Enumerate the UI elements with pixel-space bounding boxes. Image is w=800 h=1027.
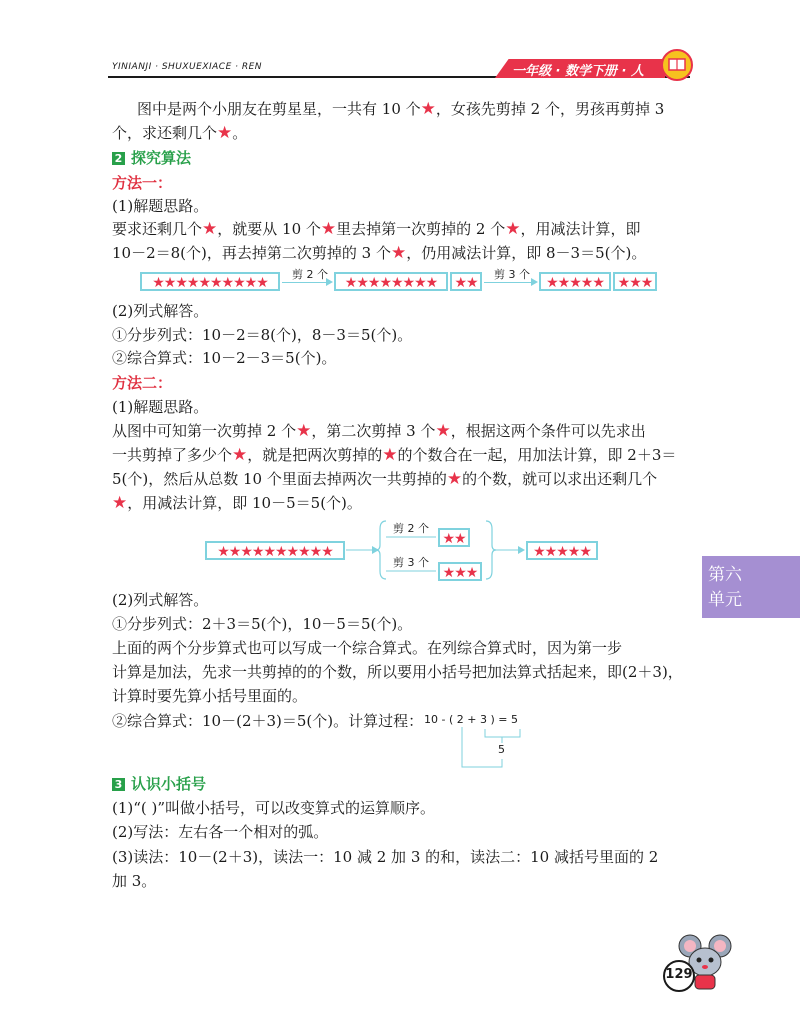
arrow-line	[484, 282, 534, 283]
header-right-text: 一年级 · 数学下册 · 人	[512, 64, 644, 79]
section-number-badge: 2	[112, 152, 125, 165]
method-2-step-2: (2)列式解答。	[112, 591, 209, 609]
star-icon: ★	[202, 219, 218, 239]
star-icon: ★	[382, 445, 398, 465]
intro-line-2: 个，求还剩几个★。	[112, 123, 248, 143]
star-icon: ★	[232, 445, 248, 465]
cut-2-label: 剪 2 个	[292, 268, 328, 281]
method-2-answer-1: ①分步列式：2＋3＝5(个)，10－5＝5(个)。	[112, 615, 413, 633]
stars-box-eight: ★★★★★★★★	[334, 272, 448, 291]
section-3-line-4: 加 3。	[112, 872, 157, 890]
star-icon: ★	[420, 99, 436, 119]
arrow-head	[531, 278, 538, 286]
method-2-paragraph-2: 计算是加法，先求一共剪掉的的个数，所以要用小括号把加法算式括起来，即(2＋3)，	[112, 663, 683, 681]
star-icon: ★	[320, 219, 337, 239]
arrow-line	[282, 282, 330, 283]
method-1-answer-1: ①分步列式：10－2＝8(个)，8－3＝5(个)。	[112, 326, 413, 344]
star-icon: ★	[505, 219, 521, 239]
book-logo-icon	[660, 48, 694, 82]
intro-line-1: 图中是两个小朋友在剪星星，一共有 10 个★，女孩先剪掉 2 个，男孩再剪掉 3	[137, 99, 665, 119]
calc-process-lines	[450, 727, 540, 775]
section-3-line-1: (1)“( )”叫做小括号，可以改变算式的运算顺序。	[112, 799, 436, 817]
calc-middle-result: 5	[498, 743, 505, 756]
method-2-line-2: 一共剪掉了多少个★，就是把两次剪掉的★的个数合在一起，用加法计算，即 2＋3＝	[112, 445, 677, 465]
section-3-heading: 3 认识小括号	[112, 775, 206, 793]
cut-2-label: 剪 2 个	[393, 522, 429, 535]
section-2-heading: 2 探究算法	[112, 149, 191, 167]
method-2-step-1: (1)解题思路。	[112, 398, 209, 416]
section-3-line-2: (2)写法：左右各一个相对的弧。	[112, 823, 329, 841]
method-2-answer-2: ②综合算式：10－(2＋3)＝5(个)。计算过程：	[112, 712, 424, 730]
header-left-text: YINIANJI · SHUXUEXIACE · REN	[112, 62, 263, 72]
stars-box-two: ★★	[438, 528, 470, 547]
stars-box-three: ★★★	[438, 562, 482, 581]
star-icon: ★	[296, 421, 312, 441]
star-icon: ★	[446, 469, 463, 489]
stars-box-ten: ★★★★★★★★★★	[140, 272, 280, 291]
star-icon: ★	[435, 421, 451, 441]
stars-box-ten: ★★★★★★★★★★	[205, 541, 345, 560]
stars-box-two: ★★	[450, 272, 482, 291]
cut-3-label: 剪 3 个	[393, 556, 429, 569]
star-icon: ★	[112, 493, 128, 513]
method-2-line-3: 5(个)，然后从总数 10 个里面去掉两次一共剪掉的★的个数，就可以求出还剩几个	[112, 469, 658, 489]
method-1-line-2: 10－2＝8(个)，再去掉第二次剪掉的 3 个★，仍用减法计算，即 8－3＝5(个)。	[112, 243, 647, 263]
cut-3-label: 剪 3 个	[494, 268, 530, 281]
arrow-head	[326, 278, 333, 286]
stars-box-five: ★★★★★	[539, 272, 611, 291]
method-1-line-1: 要求还剩几个★，就要从 10 个★里去掉第一次剪掉的 2 个★，用减法计算，即	[112, 219, 641, 239]
star-icon: ★	[217, 123, 233, 143]
page-number: 129	[665, 967, 693, 982]
stars-box-result: ★★★★★	[526, 541, 598, 560]
method-2-title: 方法二：	[112, 374, 173, 392]
star-icon: ★	[390, 243, 407, 263]
unit-side-tab-line-2: 单元	[708, 590, 742, 610]
section-number-badge: 3	[112, 778, 125, 791]
method-1-answer-2: ②综合算式：10－2－3＝5(个)。	[112, 349, 337, 367]
method-2-paragraph-1: 上面的两个分步算式也可以写成一个综合算式。在列综合算式时，因为第一步	[112, 639, 623, 657]
method-1-title: 方法一：	[112, 174, 173, 192]
stars-box-three: ★★★	[613, 272, 657, 291]
method-2-line-4: ★，用减法计算，即 10－5＝5(个)。	[112, 493, 362, 513]
method-1-step-2: (2)列式解答。	[112, 302, 209, 320]
branch-brackets	[346, 515, 526, 585]
unit-side-tab-line-1: 第六	[708, 565, 742, 585]
section-3-line-3: (3)读法：10－(2＋3)，读法一：10 减 2 加 3 的和，读法二：10 减括号里面的 2	[112, 848, 659, 866]
method-2-paragraph-3: 计算时要先算小括号里面的。	[112, 687, 308, 705]
method-1-step-1: (1)解题思路。	[112, 197, 209, 215]
calc-expression: 10 - ( 2 + 3 ) = 5	[424, 713, 518, 726]
method-2-line-1: 从图中可知第一次剪掉 2 个★，第二次剪掉 3 个★，根据这两个条件可以先求出	[112, 421, 646, 441]
